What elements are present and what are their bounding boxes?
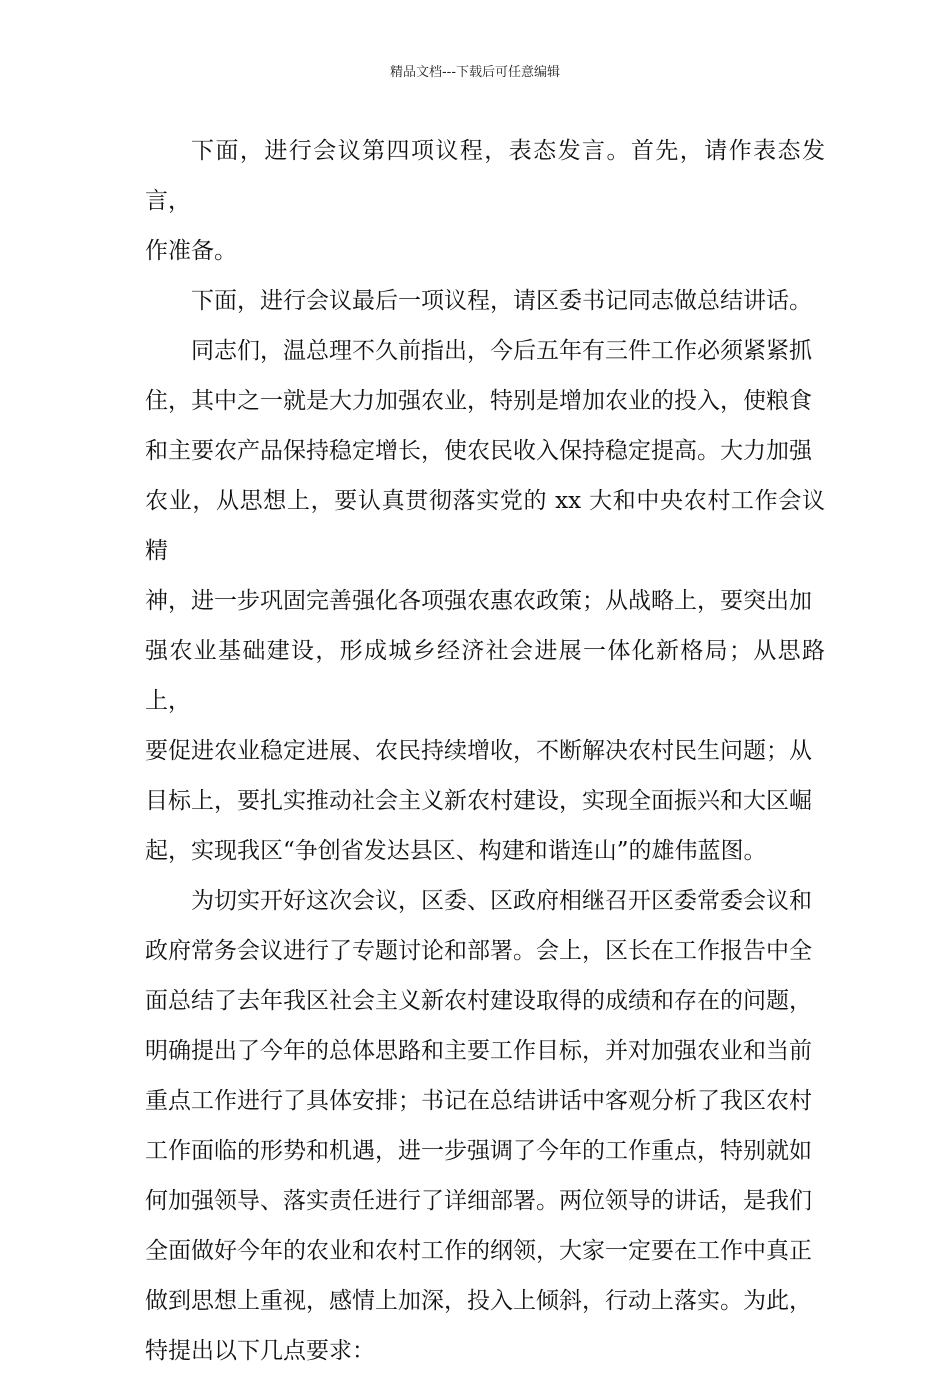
paragraph-meeting-requirements: 为切实开好这次会议，区委、区政府相继召开区委常委会议和 政府常务会议进行了专题讨论和部署。会上，区长在工作报告中全 面总结了去年我区社会主义新农村建设取得的成绩和存在的问题， 明确提出了今年的总体思路和主要工作目标，并对加强农业和当前 重点工作进行了具体安排；书记在总结讲话中客观分析了我区农村 工作面临的形势和机遇，进一步强调了今年的工作重点，特别就如 何加强领导、落实责任进行了详细部署。两位领导的讲话，是我们 全面做好今年的农业和农村工作的纲领，大家一定要在工作中真正 做到思想上重视，感情上加深，投入上倾斜，行动上落实。为此， 特提出以下几点要求： (145, 888, 812, 1364)
document-body (145, 126, 825, 1376)
paragraph-agenda-final: 下面，进行会议最后一项议程，请区委书记同志做总结讲话。 (191, 288, 812, 314)
page-header: 精品文档---下载后可任意编辑 (389, 65, 561, 80)
paragraph-agenda-four: 下面，进行会议第四项议程，表态发言。首先，请作表态发言， 作准备。 (145, 138, 825, 264)
paragraph-comrades: 同志们，温总理不久前指出，今后五年有三件工作必须紧紧抓 住，其中之一就是大力加强农业，特别是增加农业的投入，使粮食 和主要农产品保持稳定增长，使农民收入保持稳定提高。大力加强 农业，从思想上，要认真贯彻落实党的 xx 大和中央农村工作会议精 神，进一步巩固完善强化各项强农惠农政策；从战略上，要突出加 强农业基础建设，形成城乡经济社会进展一体化新格局；从思路上， 要促进农业稳定进展、农民持续增收，不断解决农村民生问题；从 目标上，要扎实推动社会主义新农村建设，实现全面振兴和大区崛 起，实现我区“争创省发达县区、构建和谐连山”的雄伟蓝图。 (145, 338, 825, 864)
